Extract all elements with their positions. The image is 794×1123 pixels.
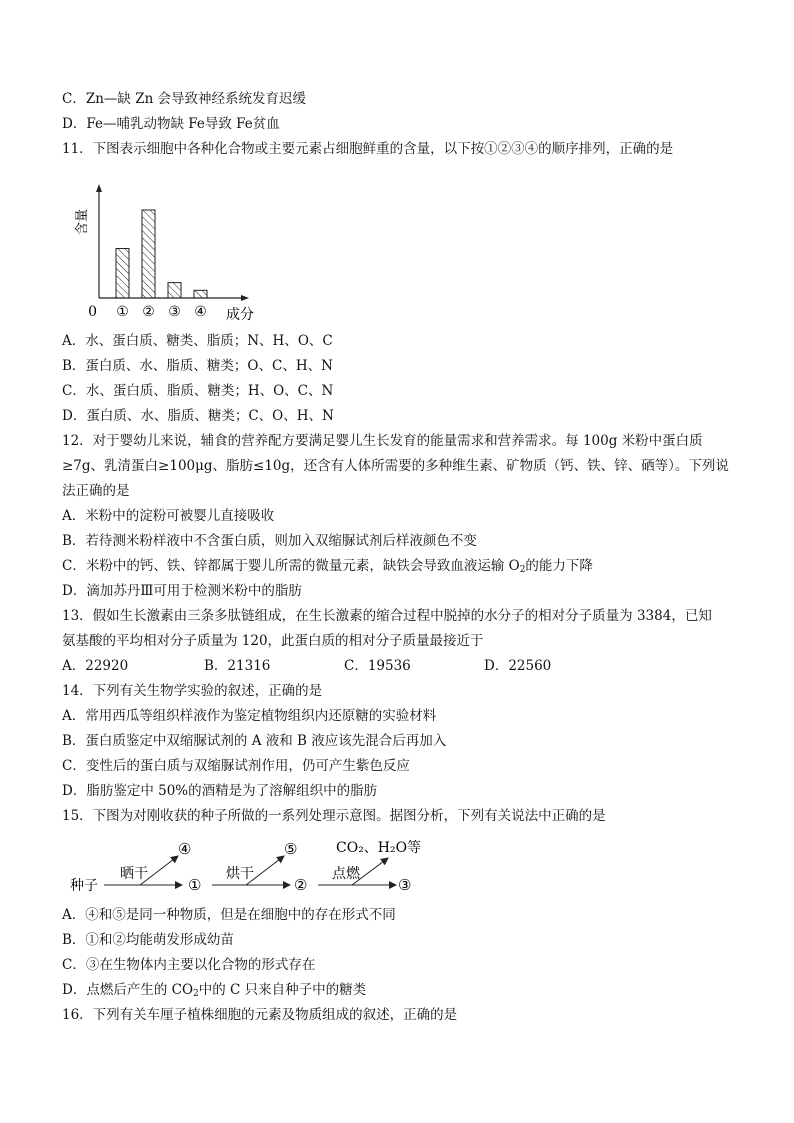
side-product-4: ④ bbox=[178, 840, 192, 858]
bar-1 bbox=[116, 249, 129, 299]
category-label-2: ② bbox=[142, 304, 155, 320]
q11-stem: 11．下图表示细胞中各种化合物或主要元素占细胞鲜重的含量，以下按①②③④的顺序排列，正确的是 bbox=[62, 141, 674, 157]
q11-bar-chart bbox=[72, 182, 272, 322]
bar-3 bbox=[168, 283, 181, 298]
q12-option-d: D．滴加苏丹Ⅲ可用于检测米粉中的脂肪 bbox=[62, 583, 302, 599]
bar-4 bbox=[194, 290, 207, 298]
q12-stem-line3: 法正确的是 bbox=[62, 483, 130, 499]
y-axis-arrow bbox=[96, 184, 102, 192]
q15-option-b: B．①和②均能萌发形成幼苗 bbox=[62, 932, 234, 948]
q15-process-diagram bbox=[70, 838, 470, 900]
q13-option-b: B．21316 bbox=[204, 658, 271, 674]
q10-option-c: C．Zn—缺 Zn 会导致神经系统发育迟缓 bbox=[62, 91, 307, 107]
output-3: ③ bbox=[398, 876, 412, 894]
origin-label: 0 bbox=[88, 304, 97, 320]
q16-stem: 16．下列有关车厘子植株细胞的元素及物质组成的叙述，正确的是 bbox=[62, 1007, 458, 1023]
q12-option-a: A．米粉中的淀粉可被婴儿直接吸收 bbox=[62, 508, 275, 524]
output-2: ② bbox=[294, 876, 308, 894]
q13-stem-line2: 氨基酸的平均相对分子质量为 120，此蛋白质的相对分子质量最接近于 bbox=[62, 633, 484, 649]
q13-stem-line1: 13．假如生长激素由三条多肽链组成，在生长激素的缩合过程中脱掉的水分子的相对分子质量为 3384，已知 bbox=[62, 608, 712, 624]
q15-option-a: A．④和⑤是同一种物质，但是在细胞中的存在形式不同 bbox=[62, 907, 396, 923]
q12-option-c: C．米粉中的钙、铁、锌都属于婴儿所需的微量元素，缺铁会导致血液运输 $O_2$的能力下降 bbox=[62, 558, 593, 575]
step-burn-label: 点燃 bbox=[332, 866, 360, 882]
q11-option-b: B．蛋白质、水、脂质、糖类；O、C、H、N bbox=[62, 358, 333, 374]
step-dry-label: 晒干 bbox=[120, 866, 148, 882]
q15-option-c: C．③在生物体内主要以化合物的形式存在 bbox=[62, 957, 316, 973]
q11-option-d: D．蛋白质、水、脂质、糖类；C、O、H、N bbox=[62, 408, 334, 424]
x-axis-label: 成分 bbox=[226, 307, 254, 322]
y-axis-label: 含量 bbox=[75, 208, 90, 236]
output-1: ① bbox=[188, 876, 202, 894]
step-bake-label: 烘干 bbox=[226, 866, 254, 882]
q14-stem: 14．下列有关生物学实验的叙述，正确的是 bbox=[62, 683, 323, 699]
side-product-5: ⑤ bbox=[284, 840, 298, 858]
q12-option-b: B．若待测米粉样液中不含蛋白质，则加入双缩脲试剂后样液颜色不变 bbox=[62, 533, 477, 549]
q12-stem-line1: 12．对于婴幼儿来说，辅食的营养配方要满足婴儿生长发育的能量需求和营养需求。每 100g 米粉中蛋白质 bbox=[62, 433, 703, 449]
q12-stem-line2: ≥7g、乳清蛋白≥100μg、脂肪≤10g，还含有人体所需要的多种维生素、矿物质（钙、铁、锌、硒等）。下列说 bbox=[62, 458, 729, 474]
x-axis-arrow bbox=[241, 295, 249, 301]
q15-stem: 15．下图为对刚收获的种子所做的一系列处理示意图。据图分析，下列有关说法中正确的是 bbox=[62, 808, 606, 824]
category-label-3: ③ bbox=[168, 304, 181, 320]
category-label-4: ④ bbox=[194, 304, 207, 320]
side-product-gases: CO₂、H₂O等 bbox=[336, 840, 422, 856]
q13-option-c: C．19536 bbox=[344, 658, 411, 674]
bar-2 bbox=[142, 210, 155, 298]
q14-option-d: D．脂肪鉴定中 50%的酒精是为了溶解组织中的脂肪 bbox=[62, 783, 378, 799]
q10-option-d: D．Fe—哺乳动物缺 Fe导致 Fe贫血 bbox=[62, 116, 280, 132]
q13-option-d: D．22560 bbox=[484, 658, 552, 674]
q11-option-c: C．水、蛋白质、脂质、糖类；H、O、C、N bbox=[62, 383, 334, 399]
q14-option-c: C．变性后的蛋白质与双缩脲试剂作用，仍可产生紫色反应 bbox=[62, 758, 410, 774]
q14-option-b: B．蛋白质鉴定中双缩脲试剂的 A 液和 B 液应该先混合后再加入 bbox=[62, 733, 447, 749]
q13-option-a: A．22920 bbox=[62, 658, 129, 674]
q14-option-a: A．常用西瓜等组织样液作为鉴定植物组织内还原糖的实验材料 bbox=[62, 708, 437, 724]
q15-option-d: D．点燃后产生的 $CO_2$中的 C 只来自种子中的糖类 bbox=[62, 982, 367, 999]
q11-option-a: A．水、蛋白质、糖类、脂质；N、H、O、C bbox=[62, 333, 333, 349]
category-label-1: ① bbox=[116, 304, 129, 320]
seed-label: 种子 bbox=[70, 878, 98, 894]
